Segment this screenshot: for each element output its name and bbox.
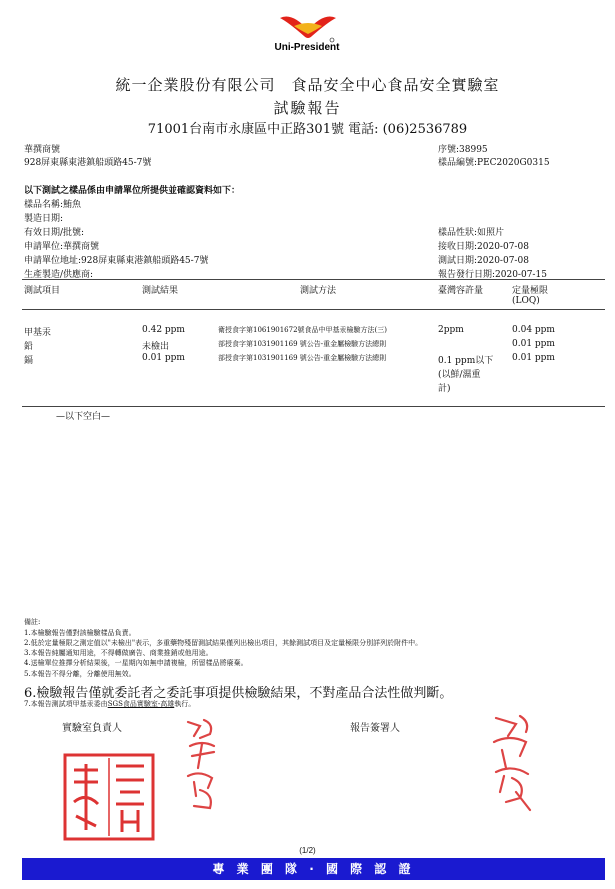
client-address: 928屏東縣東港鎮船頭路45-7號 — [24, 158, 152, 168]
signer-label: 報告簽署人 — [350, 723, 400, 734]
col-header-loq-sub: (LOQ) — [512, 296, 540, 306]
applicant: 申請單位:華撰商號 — [24, 242, 100, 252]
row2-loq: 0.01 ppm — [512, 339, 555, 349]
note-7 — [24, 699, 195, 709]
company-title: 統一企業股份有限公司 食品安全中心食品安全實驗室 — [115, 76, 500, 94]
note-7-prefix: 7.本報告測試項甲基汞委由 — [24, 700, 108, 708]
expiry-batch: 有效日期/批號: — [24, 228, 85, 238]
col-header-result: 測試結果 — [142, 286, 179, 296]
serial-number: 序號:38995 — [438, 145, 488, 155]
table-bottom-rule — [22, 406, 605, 407]
note-6: 6.檢驗報告僅就委託者之委託事項提供檢驗結果，不對產品合法性做判斷。 — [24, 686, 453, 701]
sample-number: 樣品編號:PEC2020G0315 — [438, 158, 550, 168]
client-name: 華撰商號 — [24, 145, 61, 155]
applicant-address: 申請單位地址:928屏東縣東港鎮船頭路45-7號 — [24, 256, 209, 266]
report-title: 試驗報告 — [273, 99, 342, 117]
row1-loq: 0.04 ppm — [512, 325, 555, 335]
row2-result: 未檢出 — [142, 342, 170, 352]
received-date: 接收日期:2020-07-08 — [438, 242, 529, 252]
notes-title: 備註: — [24, 618, 41, 626]
manufacture-date: 製造日期: — [24, 214, 64, 224]
sample-name: 樣品名稱:鮪魚 — [24, 200, 82, 210]
lab-head-signature-icon — [180, 716, 224, 816]
table-header-rule — [22, 309, 605, 310]
row3-method: 部授食字第1031901169 號公告-重金屬檢驗方法總則 — [218, 354, 387, 362]
sample-state: 樣品性狀:如照片 — [438, 228, 505, 238]
producer: 生產製造/供應商: — [24, 270, 94, 280]
row1-item: 甲基汞 — [24, 328, 52, 338]
col-header-loq: 定量極限 — [512, 286, 549, 296]
row3-item: 鎘 — [24, 356, 34, 366]
row2-method: 部授食字第1031901169 號公告-重金屬檢驗方法總則 — [218, 340, 387, 348]
row1-limit: 2ppm — [438, 325, 464, 335]
footer-banner: 專 業 團 隊 · 國 際 認 證 — [22, 858, 605, 880]
col-header-item: 測試項目 — [24, 286, 61, 296]
row3-limit: 0.1 ppm以下 — [438, 356, 494, 366]
lab-address: 71001台南市永康區中正路301號 電話: (06)2536789 — [147, 122, 468, 137]
issue-date: 報告發行日期:2020-07-15 — [438, 270, 547, 280]
note-2: 2.低於定量極限之測定值以"未檢出"表示，多重藥物殘留測試結果僅列出檢出項目，其餘測試項目及定量極限分別詳列於附件中。 — [24, 639, 423, 647]
row1-method: 衛授食字第1061901672號食品中甲基汞檢驗方法(三) — [218, 326, 387, 334]
col-header-method: 測試方法 — [300, 286, 337, 296]
note-5: 5.本報告不得分離，分離使用無效。 — [24, 670, 136, 678]
sample-intro: 以下測試之樣品係由申請單位所提供並確認資料如下： — [24, 186, 241, 196]
lab-head-label: 實驗室負責人 — [62, 723, 122, 734]
lab-seal-stamp-icon — [62, 752, 156, 842]
blank-below-note: —以下空白— — [56, 412, 111, 422]
signer-signature-icon — [486, 712, 538, 816]
row1-result: 0.42 ppm — [142, 325, 185, 335]
row3-result: 0.01 ppm — [142, 353, 185, 363]
note-4: 4.送檢單位推擇分析結果後，一星期內如無申請複檢，所留樣品將廢棄。 — [24, 659, 248, 667]
row2-item: 鉛 — [24, 342, 34, 352]
page-number: (1/2) — [299, 846, 316, 855]
row3-limit-line2: (以鮮/濕重 — [438, 370, 481, 380]
table-top-rule — [22, 279, 605, 280]
row3-loq: 0.01 ppm — [512, 353, 555, 363]
brand-name: Uni-President — [274, 42, 340, 53]
col-header-limit: 臺灣容許量 — [438, 286, 484, 296]
note-7-lab-link[interactable]: SGS食品實驗室-高雄 — [107, 700, 175, 708]
note-1: 1.本檢驗報告僅對該檢驗樣品負責。 — [24, 629, 136, 637]
row3-limit-line3: 計) — [438, 384, 451, 394]
test-date: 測試日期:2020-07-08 — [438, 256, 529, 266]
note-3: 3.本報告純屬通知用途，不得轉做廣告、商業推銷或他用途。 — [24, 649, 213, 657]
note-7-suffix: 執行。 — [174, 700, 196, 708]
